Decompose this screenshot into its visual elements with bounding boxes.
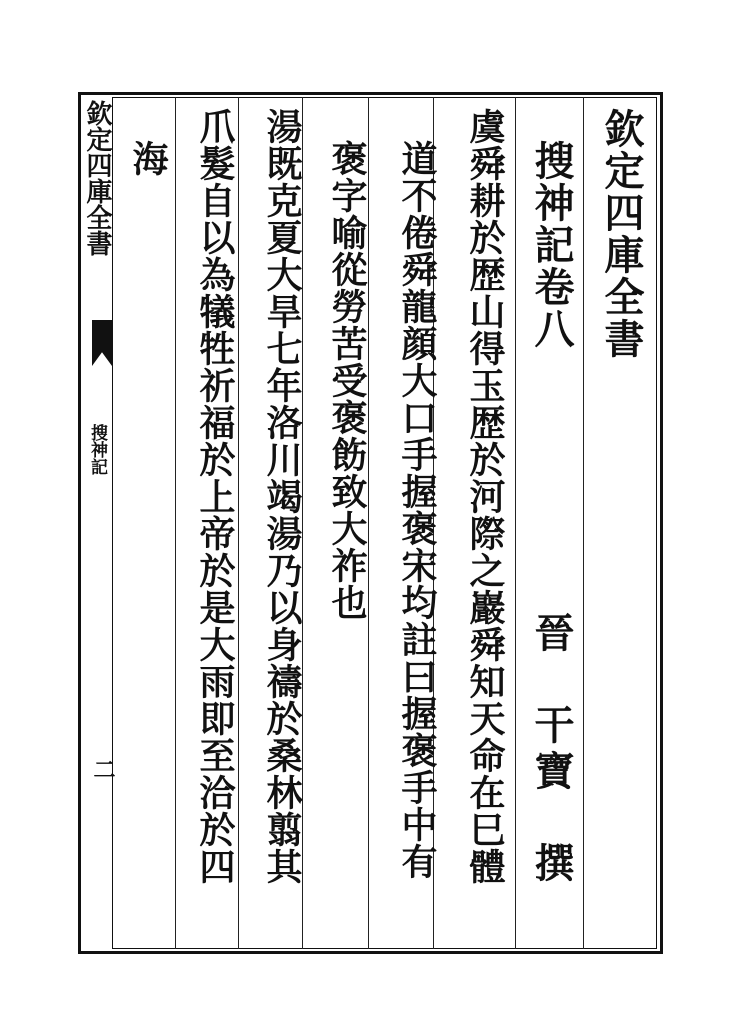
text-column: 海: [127, 140, 169, 178]
text-column: 爪髮自以為犠牲祈福於上帝於是大雨即至洽於四: [194, 108, 236, 885]
column-rule: [175, 97, 176, 949]
collection-title: 欽定四庫全書: [598, 108, 645, 360]
spine-book-title: 搜神記: [87, 424, 107, 475]
text-column: 湯既克夏大旱七年洛川竭湯乃以身禱於桑林翦其: [261, 108, 303, 885]
text-column: 褒字喻從勞苦受褒飭致大祚也: [326, 140, 368, 621]
column-rule: [583, 97, 584, 949]
chapter-title: 搜神記卷八: [528, 140, 575, 350]
spine-collection-title: 欽定四庫全書: [82, 100, 112, 256]
author-line: 晉 干寶 撰: [528, 612, 575, 888]
spine-page-number: 二: [90, 758, 116, 780]
column-rule: [515, 97, 516, 949]
text-column: 道不倦舜龍顔大口手握褒宋均註曰握褒手中有: [396, 140, 438, 880]
text-column: 虞舜耕於歴山得玉歴於河際之巖舜知天命在巳體: [464, 108, 506, 885]
